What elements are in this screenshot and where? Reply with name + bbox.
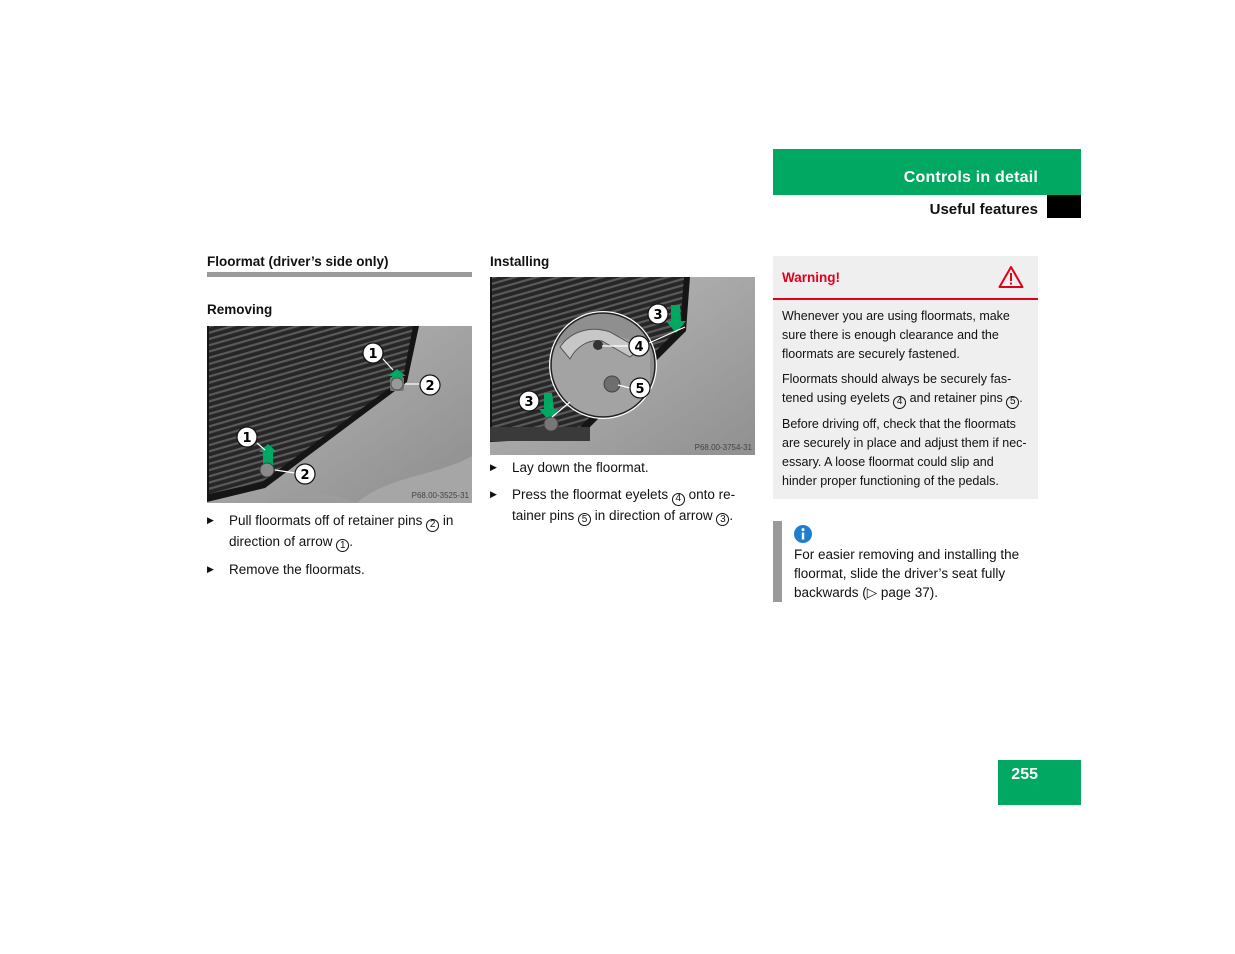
step-text: Remove the floormats.	[229, 562, 365, 577]
floormat-install-illustration	[490, 277, 755, 455]
step-text: .	[729, 507, 734, 523]
callout-ref: 4	[672, 493, 685, 506]
warning-paragraph	[782, 370, 1029, 409]
info-sidebar	[773, 521, 782, 602]
warning-title: Warning!	[782, 270, 840, 285]
step-text: in direction of arrow	[591, 507, 717, 523]
warning-box	[773, 256, 1038, 499]
figure-code: P68.00-3525-31	[411, 491, 469, 500]
step-text: Press the floormat eyelets	[512, 487, 672, 502]
warning-paragraph: Whenever you are using floormats, make sure there is enough clearance and the floormats are securely fastened.	[782, 309, 1010, 361]
callout-ref: 5	[1006, 396, 1019, 409]
list-item	[207, 511, 472, 552]
list-item	[490, 485, 755, 526]
callout-label: 3	[524, 395, 534, 410]
callout-label: 2	[300, 468, 310, 483]
step-text: Pull floormats off of retainer pins	[229, 513, 427, 528]
callout-label: 3	[653, 308, 663, 323]
removing-steps	[207, 511, 472, 579]
page-number: 255	[1011, 766, 1038, 783]
installing-figure	[490, 277, 755, 455]
step-text: Lay down the floormat.	[512, 460, 649, 475]
figure-code: P68.00-3754-31	[694, 443, 752, 452]
callout-label: 4	[634, 340, 644, 355]
removing-heading: Removing	[207, 302, 273, 317]
list-item	[490, 458, 755, 477]
warning-text: and retainer pins	[906, 391, 1007, 405]
callout-label: 1	[242, 431, 252, 446]
info-text: For easier removing and installing the floormat, slide the driver’s seat fully backwards (▷ page 37).	[794, 546, 1020, 600]
column-notes	[773, 256, 1038, 602]
info-box	[773, 521, 1038, 602]
warning-paragraph: Before driving off, check that the floormats are securely in place and adjust them if nec-essary. A loose floormat could slip and hinder proper functioning of the pedals.	[782, 416, 1027, 488]
info-icon	[794, 521, 812, 543]
warning-text: .	[1019, 391, 1023, 405]
warning-header	[773, 256, 1038, 300]
step-text: onto re-tainer pins	[512, 487, 736, 523]
section-marker	[1047, 195, 1081, 218]
chapter-header	[773, 149, 1081, 195]
callout-label: 5	[635, 382, 645, 397]
warning-triangle-icon	[998, 265, 1024, 289]
warning-body	[773, 300, 1038, 499]
section-heading: Floormat (driver’s side only)	[207, 254, 472, 277]
step-text: in direction of arrow	[229, 513, 454, 549]
callout-ref: 3	[716, 513, 729, 526]
page-number-box	[998, 760, 1081, 805]
list-item	[207, 560, 472, 579]
floormat-removal-illustration	[207, 326, 472, 503]
warning-text: Floormats should always be securely fas-tened using eyelets	[782, 372, 1012, 405]
chapter-title: Controls in detail	[903, 169, 1038, 186]
installing-heading: Installing	[490, 254, 550, 269]
callout-label: 2	[425, 379, 435, 394]
installing-steps	[490, 458, 755, 526]
callout-ref: 5	[578, 513, 591, 526]
column-installing	[490, 252, 755, 534]
callout-ref: 2	[426, 519, 439, 532]
callout-ref: 4	[893, 396, 906, 409]
callout-label: 1	[368, 347, 378, 362]
removing-figure	[207, 326, 472, 503]
section-title: Useful features	[929, 201, 1038, 218]
callout-ref: 1	[336, 539, 349, 552]
step-text: .	[349, 533, 354, 549]
column-removing	[207, 252, 472, 587]
